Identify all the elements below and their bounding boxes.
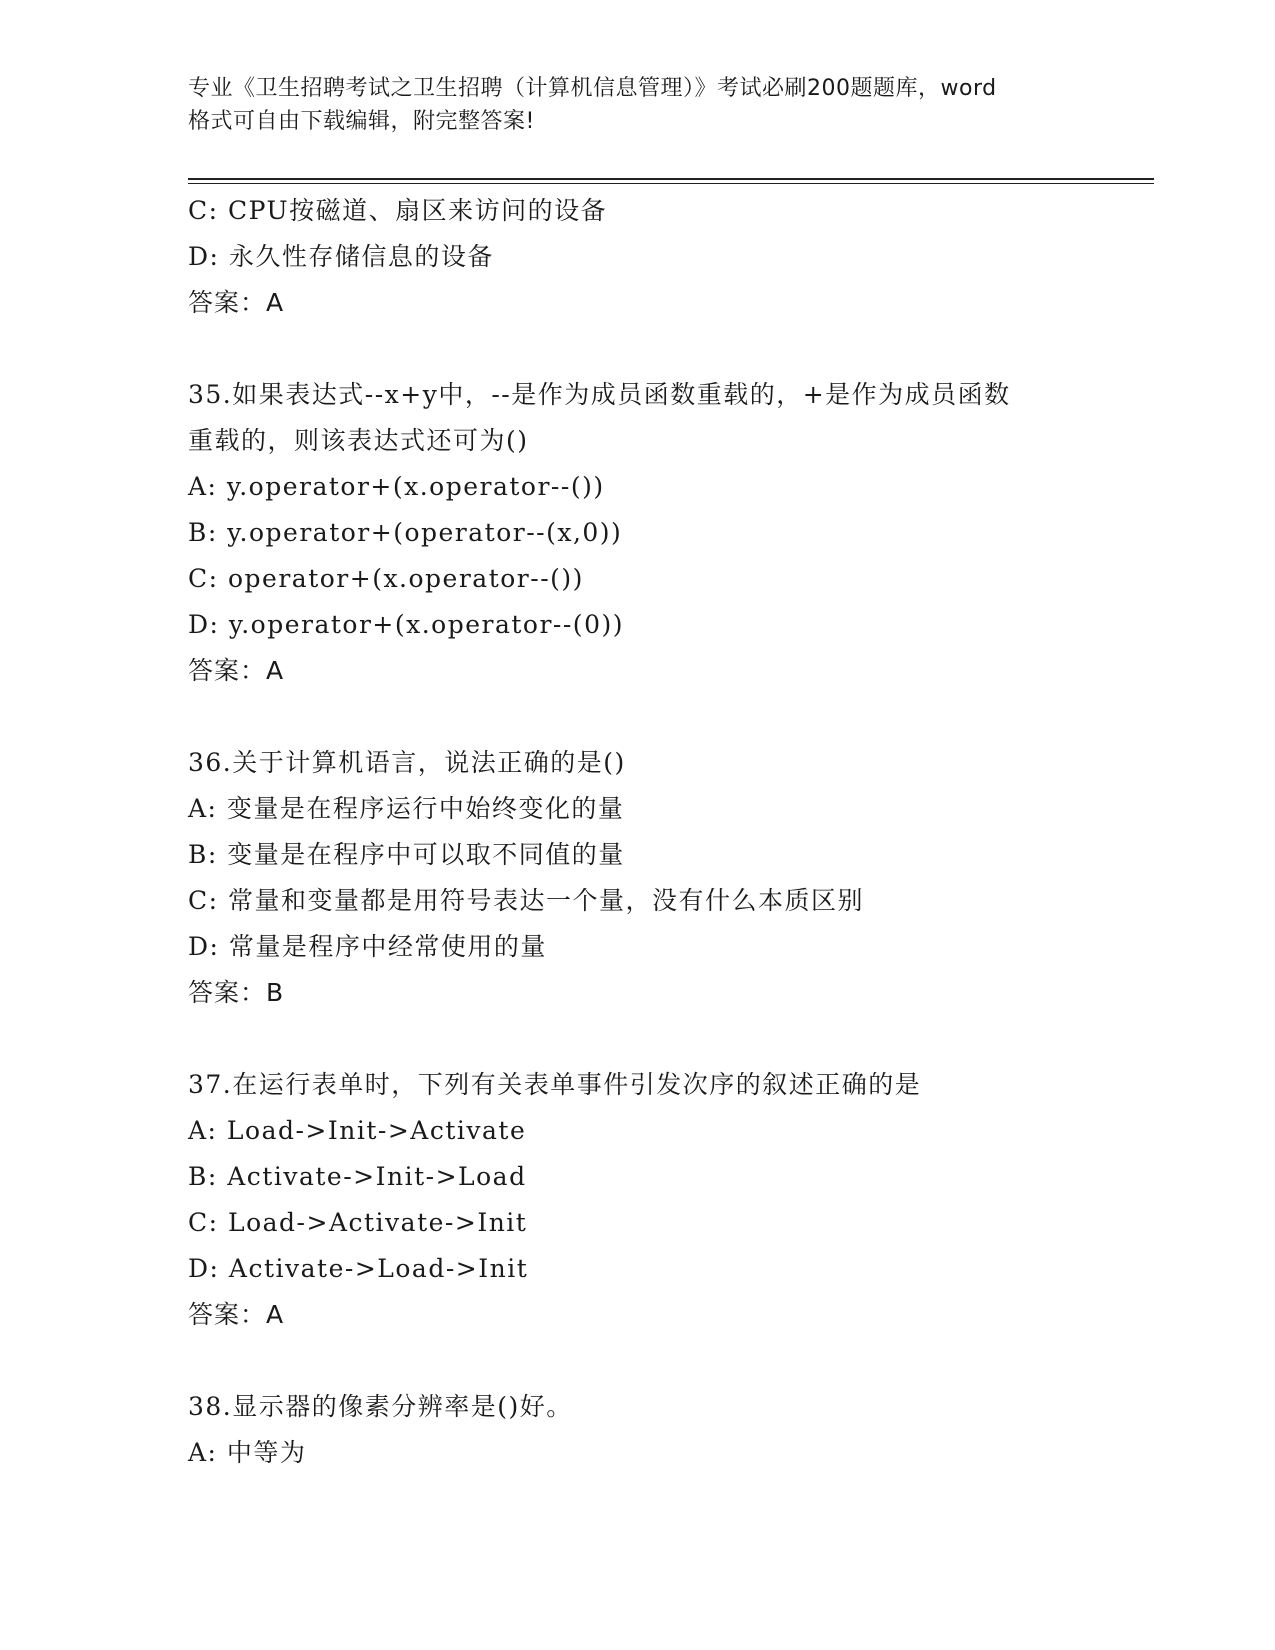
option-c: C: CPU按磁道、扇区来访问的设备 <box>188 196 608 225</box>
document-header <box>188 72 1088 138</box>
answer-line: 答案：A <box>188 656 285 685</box>
answer-line: 答案：A <box>188 1300 285 1329</box>
question-stem: 38.显示器的像素分辨率是()好。 <box>188 1392 573 1421</box>
option-a: A: y.operator+(x.operator--()) <box>188 472 605 501</box>
option-c: C: Load->Activate->Init <box>188 1208 528 1237</box>
question-block-38 <box>188 1384 1154 1476</box>
option-d: D: 永久性存储信息的设备 <box>188 242 494 271</box>
option-b: B: 变量是在程序中可以取不同值的量 <box>188 840 625 869</box>
header-line-1: 专业《卫生招聘考试之卫生招聘（计算机信息管理）》考试必刷200题题库，word <box>188 76 997 101</box>
question-block-35 <box>188 372 1154 694</box>
question-stem: 35.如果表达式--x+y中，--是作为成员函数重载的，+是作为成员函数 <box>188 380 1011 409</box>
option-d: D: y.operator+(x.operator--(0)) <box>188 610 624 639</box>
option-d: D: 常量是程序中经常使用的量 <box>188 932 547 961</box>
option-a: A: 中等为 <box>188 1438 307 1467</box>
option-b: B: Activate->Init->Load <box>188 1162 527 1191</box>
question-block-36 <box>188 740 1154 1016</box>
question-stem-continued: 重载的，则该表达式还可为() <box>188 426 529 455</box>
option-c: C: operator+(x.operator--()) <box>188 564 584 593</box>
question-block-34 <box>188 188 1154 326</box>
question-block-37 <box>188 1062 1154 1338</box>
header-line-2: 格式可自由下载编辑，附完整答案! <box>188 109 535 134</box>
answer-line: 答案：B <box>188 978 285 1007</box>
question-stem: 36.关于计算机语言，说法正确的是() <box>188 748 626 777</box>
option-c: C: 常量和变量都是用符号表达一个量，没有什么本质区别 <box>188 886 865 915</box>
question-stem: 37.在运行表单时，下列有关表单事件引发次序的叙述正确的是 <box>188 1070 922 1099</box>
header-divider-thin <box>188 183 1154 184</box>
option-d: D: Activate->Load->Init <box>188 1254 529 1283</box>
header-divider-thick <box>188 178 1154 180</box>
answer-line: 答案：A <box>188 288 285 317</box>
option-b: B: y.operator+(operator--(x,0)) <box>188 518 623 547</box>
question-list <box>188 188 1154 1476</box>
option-a: A: 变量是在程序运行中始终变化的量 <box>188 794 625 823</box>
option-a: A: Load->Init->Activate <box>188 1116 527 1145</box>
